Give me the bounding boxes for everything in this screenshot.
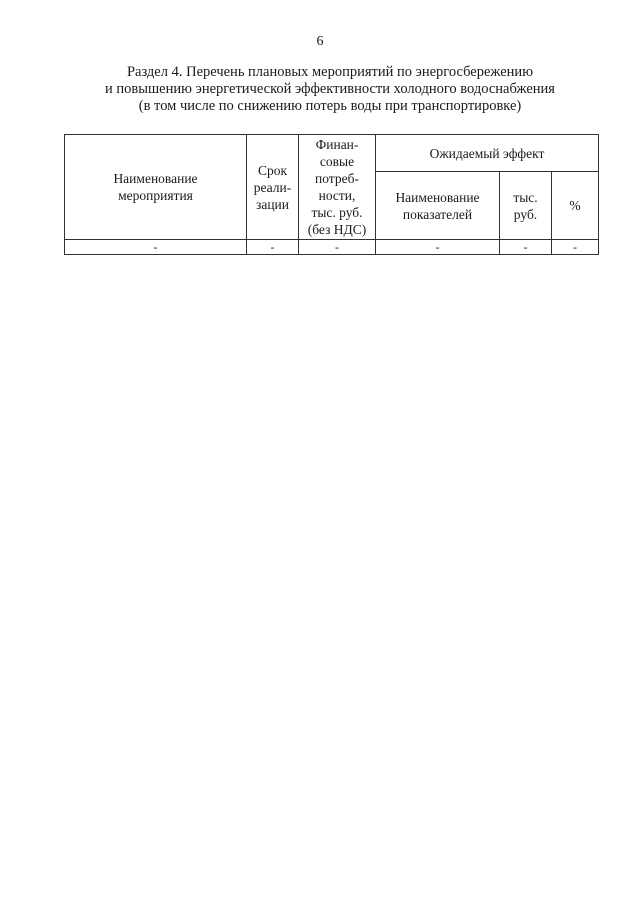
header-expected-effect: Ожидаемый эффект (376, 135, 599, 172)
heading-line-1: Раздел 4. Перечень плановых мероприятий по энергосбережению (126, 64, 534, 80)
header-text: ности, (318, 188, 356, 203)
header-text: зации (256, 196, 289, 212)
header-thousand-rub (500, 172, 552, 240)
header-text: Наименование (113, 171, 198, 186)
header-term (247, 135, 299, 240)
header-finance (299, 135, 376, 240)
heading-line-3: (в том числе по снижению потерь воды при транспортировке) (138, 98, 522, 114)
table-row (65, 240, 599, 255)
section-heading (60, 64, 600, 115)
header-text: реали- (253, 179, 292, 195)
table-cell: - (500, 240, 552, 255)
table-cell: - (552, 240, 599, 255)
table-cell: - (247, 240, 299, 255)
measures-table (64, 134, 599, 255)
header-text: тыс. (513, 189, 538, 205)
header-text: Наименование (395, 189, 480, 205)
table-cell: - (299, 240, 376, 255)
heading-line-2: и повышению энергетической эффективности холодного водоснабжения (105, 81, 555, 97)
header-text: потреб- (315, 171, 359, 186)
page-number: 6 (316, 34, 324, 49)
table-cell: - (376, 240, 500, 255)
header-percent: % (552, 172, 599, 240)
header-indicators (376, 172, 500, 240)
header-text: руб. (513, 206, 538, 222)
header-measure-name (65, 135, 247, 240)
header-text: тыс. руб. (311, 205, 363, 220)
header-text: показателей (402, 206, 473, 222)
table-cell: - (65, 240, 247, 255)
header-text: мероприятия (118, 188, 193, 203)
header-text: совые (319, 154, 355, 169)
header-text: Финан- (315, 137, 359, 152)
header-text: Срок (257, 162, 288, 178)
header-text: (без НДС) (307, 222, 367, 237)
